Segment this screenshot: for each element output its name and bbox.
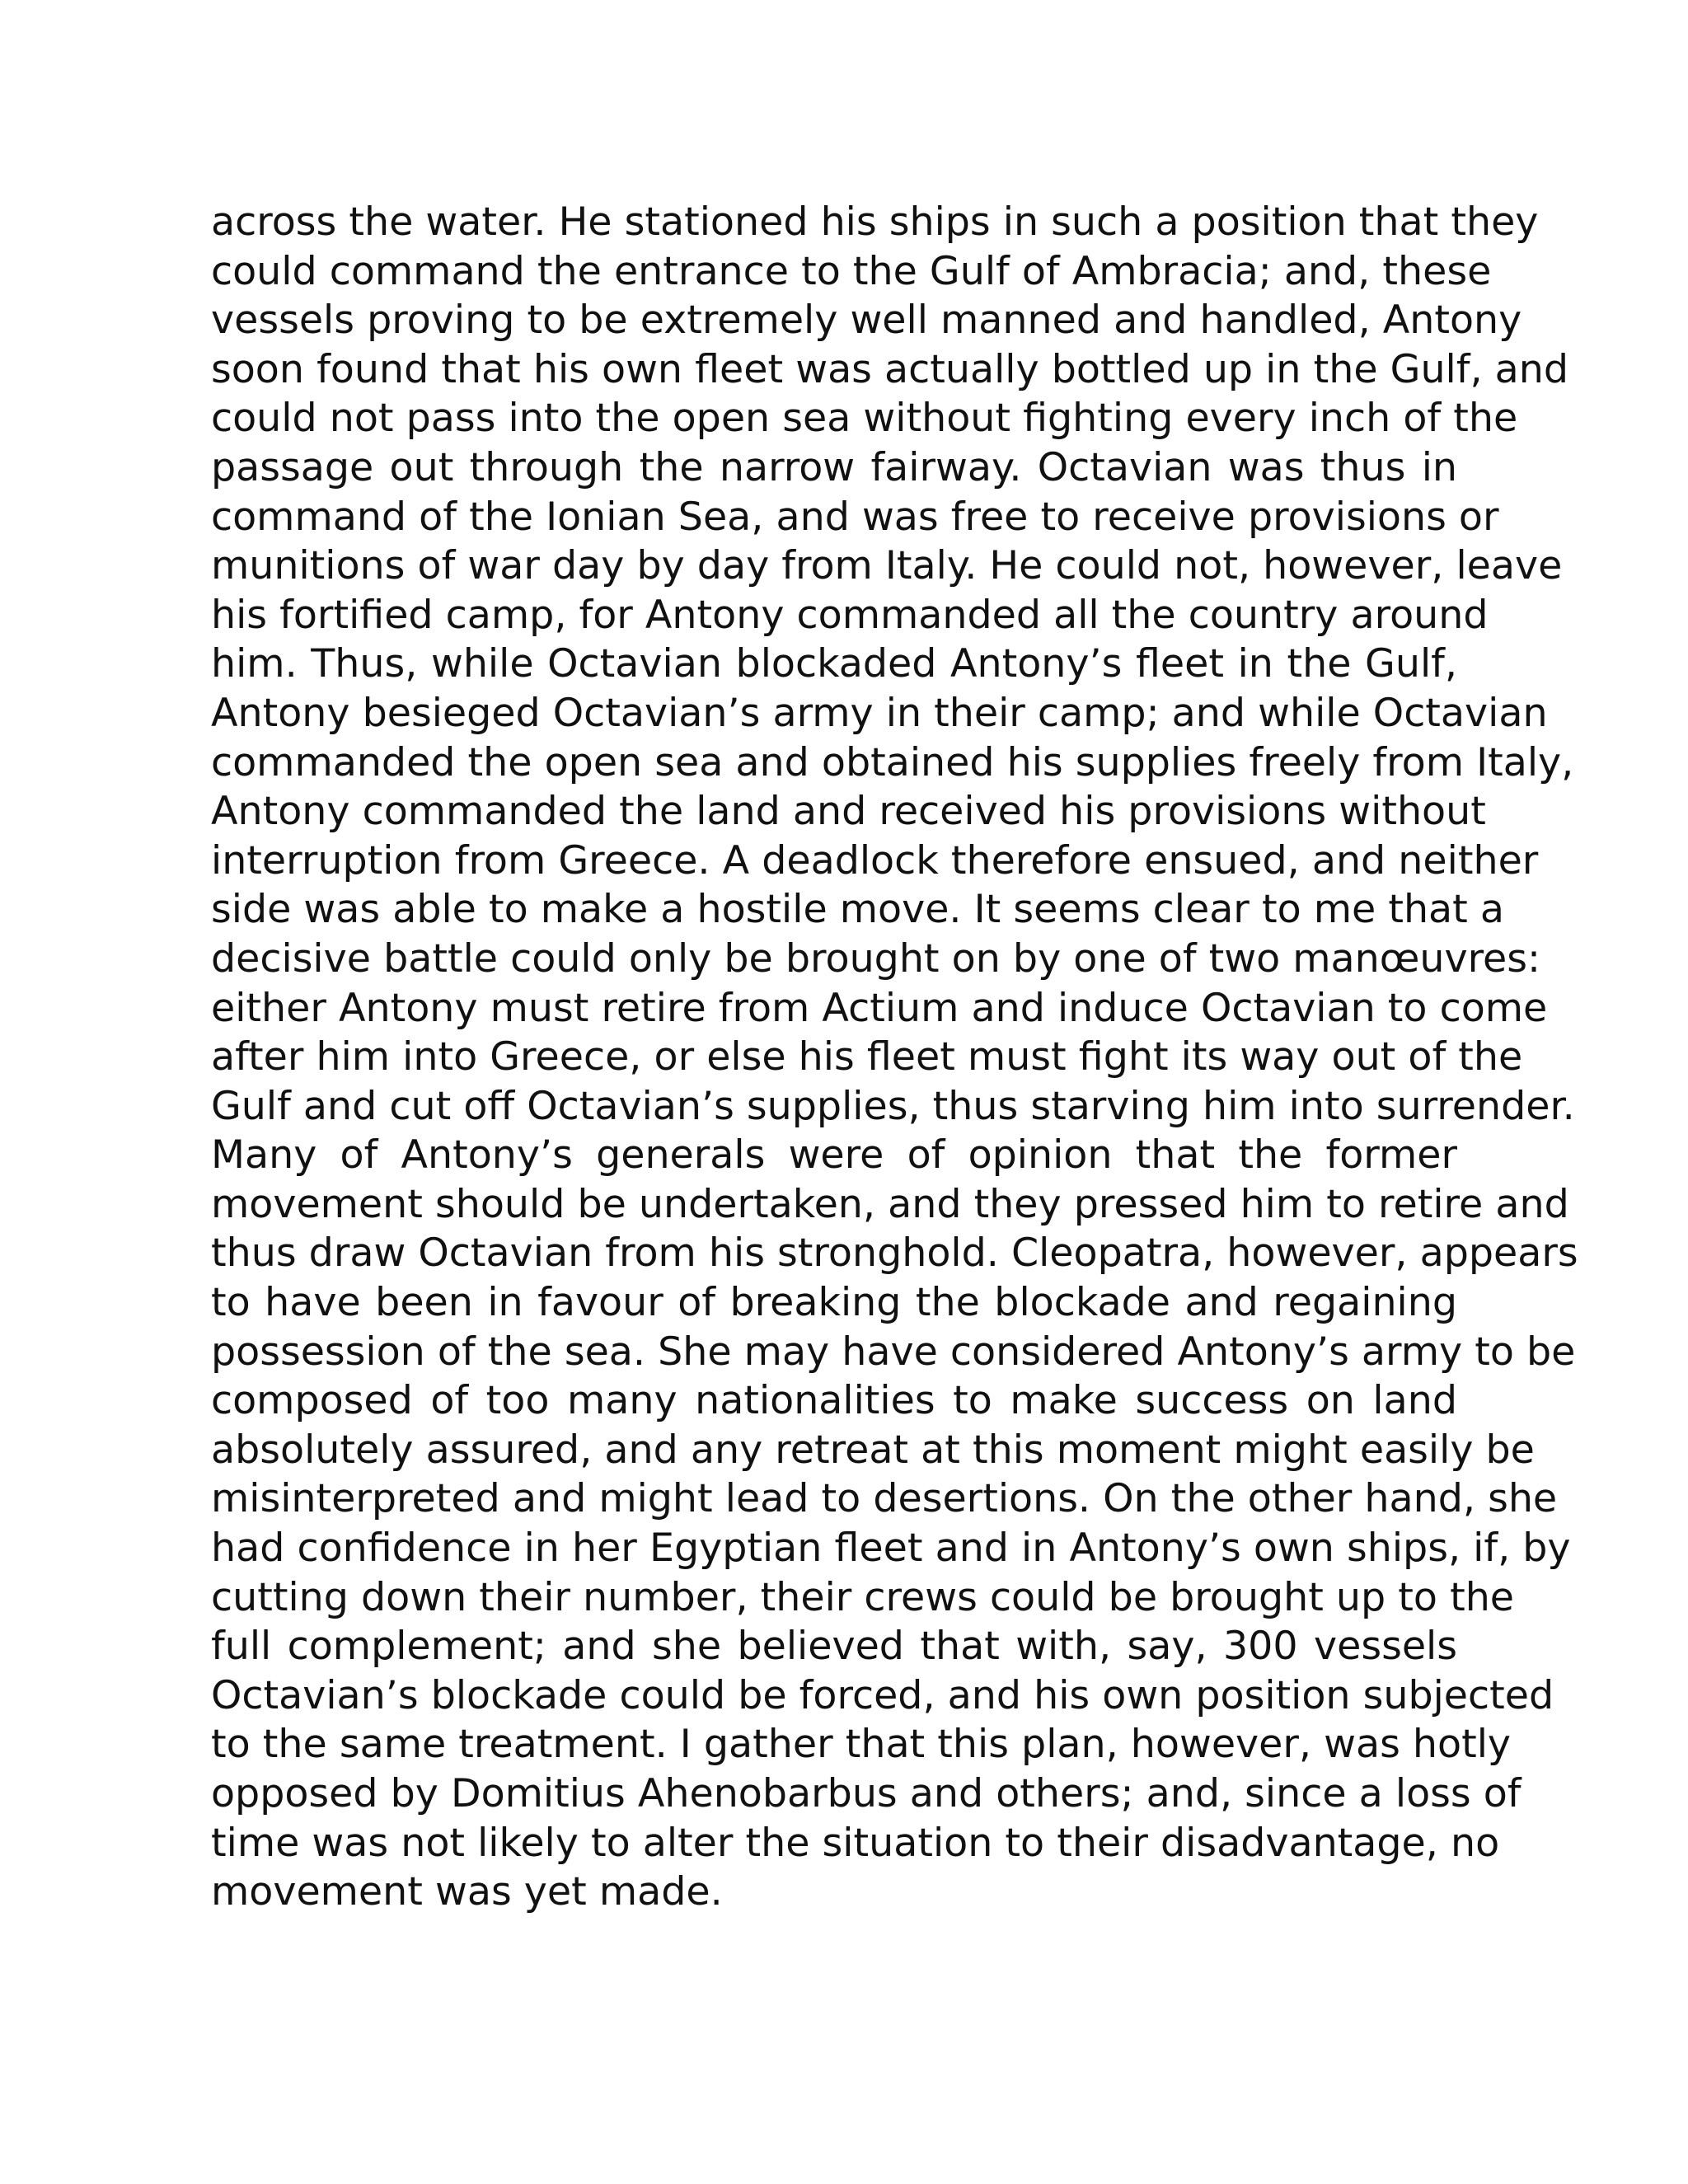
- text-line: Antony commanded the land and received his provisions without: [211, 789, 1486, 835]
- text-line: to the same treatment. I gather that this plan, however, was hotly: [211, 1722, 1512, 1768]
- text-line: composed of too many nationalities to make success on land: [211, 1378, 1457, 1424]
- body-paragraph: [211, 198, 1578, 1917]
- text-line: commanded the open sea and obtained his supplies freely from Italy,: [211, 739, 1574, 785]
- text-line: could not pass into the open sea without fighting every inch of the: [211, 396, 1518, 442]
- text-line: him. Thus, while Octavian blockaded Antony’s fleet in the Gulf,: [211, 641, 1457, 687]
- text-line: Gulf and cut off Octavian’s supplies, thus starving him into surrender.: [211, 1083, 1575, 1129]
- text-line: misinterpreted and might lead to desertions. On the other hand, she: [211, 1476, 1558, 1522]
- text-line: side was able to make a hostile move. It seems clear to me that a: [211, 887, 1504, 933]
- text-line: to have been in favour of breaking the blockade and regaining: [211, 1280, 1457, 1326]
- text-line: after him into Greece, or else his fleet must fight its way out of the: [211, 1034, 1523, 1080]
- text-line: time was not likely to alter the situation to their disadvantage, no: [211, 1820, 1500, 1866]
- text-line-last: movement was yet made.: [211, 1869, 723, 1915]
- text-line: Octavian’s blockade could be forced, and his own position subjected: [211, 1672, 1554, 1718]
- text-line: soon found that his own fleet was actually bottled up in the Gulf, and: [211, 346, 1569, 392]
- text-line: cutting down their number, their crews could be brought up to the: [211, 1574, 1515, 1620]
- text-line: vessels proving to be extremely well manned and handled, Antony: [211, 298, 1522, 344]
- text-line: opposed by Domitius Ahenobarbus and others; and, since a loss of: [211, 1771, 1522, 1816]
- text-line: his fortified camp, for Antony commanded all the country around: [211, 592, 1489, 638]
- text-line: munitions of war day by day from Italy. He could not, however, leave: [211, 543, 1563, 589]
- text-line: passage out through the narrow fairway. Octavian was thus in: [211, 444, 1457, 490]
- text-line: thus draw Octavian from his stronghold. Cleopatra, however, appears: [211, 1230, 1578, 1277]
- text-line: absolutely assured, and any retreat at this moment might easily be: [211, 1427, 1535, 1473]
- text-line: command of the Ionian Sea, and was free to receive provisions or: [211, 494, 1499, 540]
- text-line: could command the entrance to the Gulf of Ambracia; and, these: [211, 248, 1492, 294]
- text-line: movement should be undertaken, and they pressed him to retire and: [211, 1181, 1569, 1227]
- text-line: interruption from Greece. A deadlock therefore ensued, and neither: [211, 837, 1539, 883]
- text-line: Antony besieged Octavian’s army in their camp; and while Octavian: [211, 690, 1548, 736]
- text-line: across the water. He stationed his ships in such a position that they: [211, 199, 1539, 245]
- text-line: had confidence in her Egyptian fleet and in Antony’s own ships, if, by: [211, 1526, 1571, 1572]
- text-line: decisive battle could only be brought on by one of two manœuvres:: [211, 935, 1541, 982]
- text-line: full complement; and she believed that with, say, 300 vessels: [211, 1624, 1457, 1670]
- text-line: either Antony must retire from Actium and induce Octavian to come: [211, 985, 1548, 1031]
- text-line: possession of the sea. She may have considered Antony’s army to be: [211, 1329, 1576, 1375]
- text-line: Many of Antony’s generals were of opinion that the former: [211, 1132, 1457, 1179]
